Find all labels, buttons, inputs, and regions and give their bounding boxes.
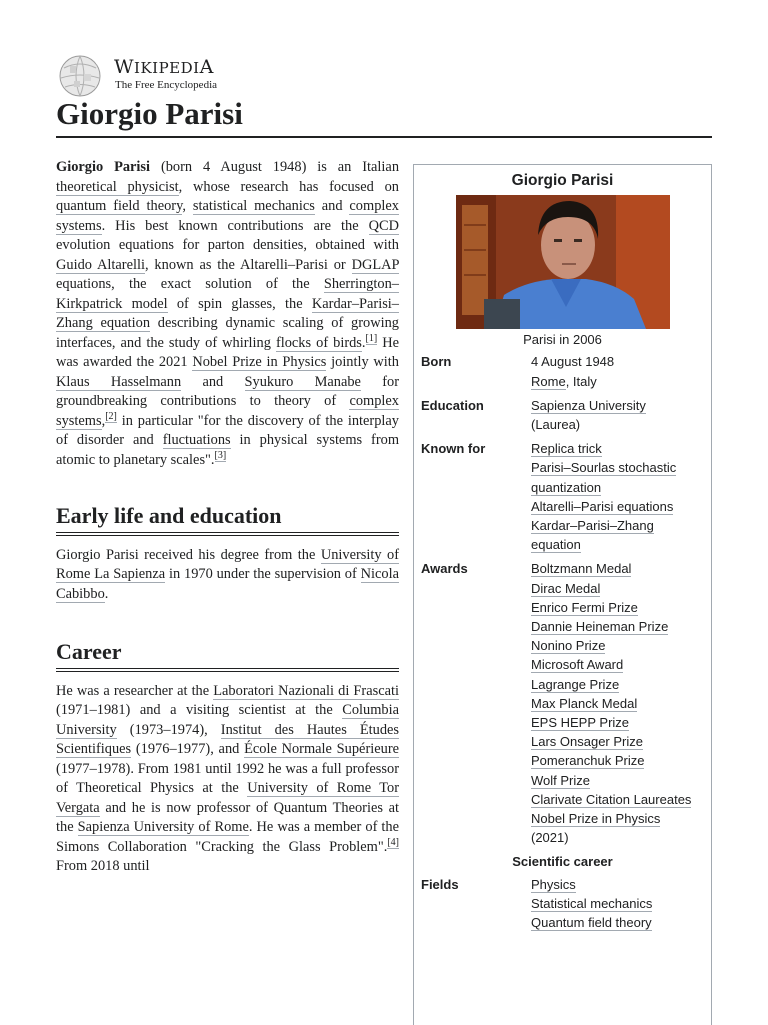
link[interactable]: Parisi–Sourlas stochastic quantization: [531, 460, 677, 495]
link[interactable]: statistical mechanics: [192, 198, 315, 214]
link[interactable]: Physics: [531, 876, 576, 892]
link[interactable]: Dirac Medal: [531, 580, 601, 596]
link[interactable]: Pomeranchuk Prize: [531, 753, 645, 769]
link[interactable]: Nobel Prize in Physics: [192, 354, 327, 370]
row-value: [531, 439, 711, 554]
link[interactable]: Kardar–Parisi–Zhang equation: [56, 295, 399, 331]
row-value: Boltzmann Medal Dirac Medal Enrico Fermi Prize Dannie Heineman Prize Nonino Prize Microsoft Award Lagrange Prize Max Planck Medal EPS HEPP Prize Lars Onsager Prize Pomeranchuk Prize Wolf Prize Clarivate Citation Laureates Nobel Prize in Physics (2021): [531, 561, 692, 846]
link[interactable]: University of Rome La Sapienza: [56, 546, 399, 582]
link[interactable]: Clarivate Citation Laureates: [531, 791, 692, 807]
link[interactable]: DGLAP: [351, 256, 399, 273]
photo-caption: Parisi in 2006: [523, 332, 602, 348]
infobox: [413, 164, 712, 1025]
page-title: Giorgio Parisi: [56, 96, 243, 131]
link[interactable]: flocks of birds: [275, 334, 362, 351]
link[interactable]: Nicola Cabibbo: [56, 566, 399, 602]
reference-link[interactable]: [4]: [387, 836, 399, 848]
link[interactable]: Lagrange Prize: [531, 676, 620, 692]
infobox-row-education: [414, 396, 711, 434]
link[interactable]: Max Planck Medal: [531, 695, 638, 711]
site-header: [56, 54, 356, 98]
puzzle-globe-icon[interactable]: [56, 54, 104, 98]
link[interactable]: complex systems: [56, 393, 399, 429]
link[interactable]: Enrico Fermi Prize: [531, 599, 638, 615]
row-value: Sapienza University (Laurea): [531, 397, 646, 433]
infobox-row-fields: [414, 875, 711, 933]
reference-link[interactable]: [1]: [365, 332, 378, 344]
row-label: Known for: [421, 441, 486, 457]
row-label: Education: [421, 397, 484, 413]
link[interactable]: Boltzmann Medal: [531, 561, 632, 577]
lead-paragraph: Giorgio Parisi (born 4 August 1948) is an Italian theoretical physicist, whose research has focused on quantum field theory, statistical mechanics and complex systems. His best known contributions are the QCD evolution equations for parton densities, obtained with Guido Altarelli, known as the Altarelli–Parisi or DGLAP equations, the exact solution of the Sherrington–Kirkpatrick model of spin glasses, the Kardar–Parisi–Zhang equation describing dynamic scaling of growing interfaces, and the study of whirling flocks of birds.[1] He was awarded the 2021 Nobel Prize in Physics jointly with Klaus Hasselmann and Syukuro Manabe for groundbreaking contributions to theory of complex systems,[2] in particular "for the discovery of the interplay of disorder and fluctuations in physical systems from atomic to planetary scales".[3]: [56, 159, 400, 468]
link[interactable]: University of Rome Tor Vergata: [56, 780, 400, 816]
row-value: 4 August 1948 Rome, Italy: [531, 354, 615, 389]
link[interactable]: quantum field theory: [56, 198, 183, 214]
link[interactable]: Dannie Heineman Prize: [531, 619, 669, 635]
link[interactable]: Lars Onsager Prize: [531, 734, 643, 750]
reference-link[interactable]: [2]: [105, 410, 117, 422]
link[interactable]: Columbia University: [56, 702, 399, 738]
link[interactable]: Klaus Hasselmann: [56, 373, 182, 390]
title-divider: [56, 136, 712, 138]
career-paragraph: He was a researcher at the Laboratori Nazionali di Frascati (1971–1981) and a visiting scientist at the Columbia University (1973–1974), Institut des Hautes Études Scientifiques (1976–1977), and École Normale Supérieure (1977–1978). From 1981 until 1992 he was a full professor of Theoretical Physics at the University of Rome Tor Vergata and he is now professor of Quantum Theories at the Sapienza University of Rome. He was a member of the Simons Collaboration "Cracking the Glass Problem".[4] From 2018 until: [56, 682, 400, 874]
wordmark[interactable]: WIKIPEDIA: [114, 56, 214, 78]
link[interactable]: EPS HEPP Prize: [531, 715, 630, 731]
row-value: [531, 875, 711, 933]
link[interactable]: Rome: [531, 373, 566, 389]
infobox-row-born: [414, 352, 711, 390]
link[interactable]: Altarelli–Parisi equations: [531, 498, 674, 514]
link[interactable]: Sapienza University: [531, 397, 646, 413]
link[interactable]: Nonino Prize: [531, 638, 606, 654]
early-life-paragraph: Giorgio Parisi received his degree from the University of Rome La Sapienza in 1970 under the supervision of Nicola Cabibbo.: [56, 546, 399, 602]
tagline: The Free Encyclopedia: [115, 79, 218, 91]
article-body: [56, 158, 399, 877]
portrait-photo[interactable]: [456, 195, 670, 329]
link[interactable]: Microsoft Award: [531, 657, 624, 673]
link[interactable]: Sherrington–Kirkpatrick model: [56, 276, 399, 312]
link[interactable]: Sapienza University of Rome: [77, 819, 249, 835]
row-label: Fields: [421, 876, 459, 892]
link[interactable]: Wolf Prize: [531, 772, 590, 788]
row-label: Awards: [421, 561, 468, 577]
infobox-title: Giorgio Parisi: [511, 172, 614, 189]
infobox-row-known-for: [414, 439, 711, 554]
subject-name: Giorgio Parisi: [56, 159, 151, 175]
link[interactable]: Statistical mechanics: [531, 895, 653, 911]
link[interactable]: Institut des Hautes Études Scientifiques: [56, 721, 399, 757]
link[interactable]: fluctuations: [162, 432, 231, 448]
reference-link[interactable]: [3]: [214, 449, 227, 461]
link[interactable]: Nobel Prize in Physics: [531, 811, 661, 827]
section-heading-early-life: Early life and education: [56, 506, 399, 536]
link[interactable]: Guido Altarelli: [56, 256, 145, 273]
section-heading-career: Career: [56, 642, 399, 672]
link[interactable]: complex systems: [56, 198, 399, 234]
row-label: Born: [421, 354, 452, 370]
scientific-career-header: Scientific career: [512, 854, 613, 870]
link[interactable]: Syukuro Manabe: [244, 373, 361, 390]
link[interactable]: theoretical physicist: [56, 178, 179, 195]
infobox-row-awards: [414, 559, 711, 847]
link[interactable]: École Normale Supérieure: [244, 741, 399, 757]
link[interactable]: Replica trick: [531, 441, 602, 457]
link[interactable]: Quantum field theory: [531, 915, 652, 931]
link[interactable]: QCD: [368, 217, 399, 234]
link[interactable]: Laboratori Nazionali di Frascati: [213, 682, 399, 699]
link[interactable]: Kardar–Parisi–Zhang equation: [531, 518, 654, 553]
